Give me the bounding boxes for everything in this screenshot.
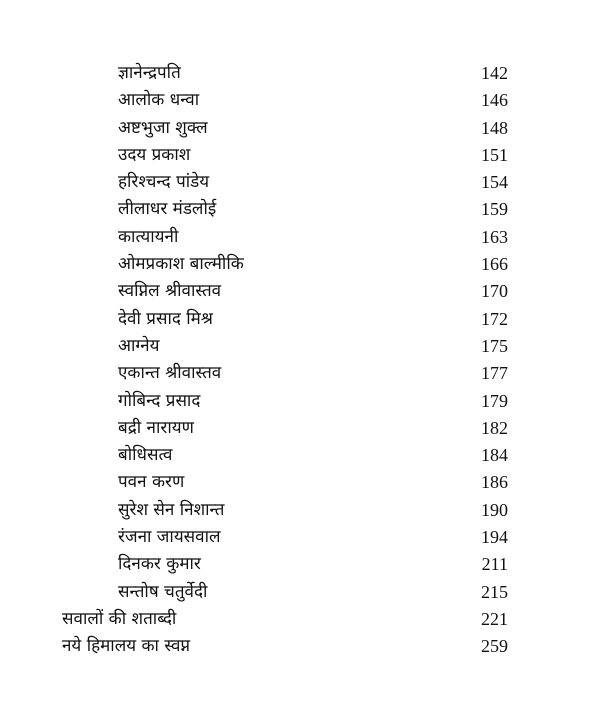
- toc-entry-title: उदय प्रकाश: [118, 144, 191, 165]
- toc-entry-title: लीलाधर मंडलोई: [118, 199, 217, 220]
- toc-entry-page-number: 186: [481, 472, 508, 493]
- toc-entry-page-number: 166: [481, 254, 508, 275]
- toc-entry: [0, 115, 600, 142]
- toc-entry-page-number: 182: [481, 417, 508, 438]
- toc-entry-page-number: 170: [481, 281, 508, 302]
- toc-entry: [0, 60, 600, 87]
- toc-entry-page-number: 215: [481, 581, 508, 602]
- toc-entry-title: आग्नेय: [118, 335, 160, 356]
- toc-entry-page-number: 142: [481, 63, 508, 83]
- toc-section-title: नये हिमालय का स्वप्न: [62, 636, 191, 657]
- toc-entry: [0, 196, 600, 223]
- toc-entry-title: हरिश्चन्द पांडेय: [118, 172, 210, 193]
- toc-entry: [0, 579, 600, 606]
- toc-entry: [0, 360, 600, 387]
- toc-entry-page-number: 159: [481, 199, 508, 220]
- toc-entry-page-number: 146: [481, 90, 508, 111]
- toc-entry-page-number: 190: [481, 499, 508, 520]
- toc-entry-title: सन्तोष चतुर्वेदी: [118, 581, 208, 602]
- toc-entry-title: बद्री नारायण: [118, 417, 194, 438]
- toc-section-entry: [0, 606, 600, 633]
- toc-entry-title: ज्ञानेन्द्रपति: [118, 63, 181, 83]
- toc-entry-title: स्वप्निल श्रीवास्तव: [118, 281, 222, 302]
- toc-entry: [0, 142, 600, 169]
- toc-entry: [0, 251, 600, 278]
- toc-entry: [0, 442, 600, 469]
- toc-entry-title: अष्टभुजा शुक्ल: [118, 117, 208, 138]
- toc-entry: [0, 524, 600, 551]
- toc-entry-title: दिनकर कुमार: [118, 554, 201, 575]
- toc-entry: [0, 333, 600, 360]
- toc-entry-title: सुरेश सेन निशान्त: [118, 499, 225, 520]
- toc-entry-page-number: 163: [481, 226, 508, 247]
- toc-entry-page-number: 179: [481, 390, 508, 411]
- toc-entry-title: आलोक धन्वा: [118, 90, 200, 111]
- toc-entry-page-number: 172: [481, 308, 508, 329]
- toc-entry: [0, 87, 600, 114]
- toc-entry-title: बोधिसत्व: [118, 445, 173, 466]
- toc-entry-page-number: 154: [481, 172, 508, 193]
- toc-entry: [0, 388, 600, 415]
- toc-entry: [0, 169, 600, 196]
- toc-entry: [0, 306, 600, 333]
- toc-entry-title: गोबिन्द प्रसाद: [118, 390, 201, 411]
- toc-entry-title: ओमप्रकाश बाल्मीकि: [118, 254, 244, 275]
- toc-section-entry: [0, 633, 600, 660]
- toc-entry-title: कात्यायनी: [118, 226, 179, 247]
- toc-entry-page-number: 194: [481, 527, 508, 548]
- toc-entry-page-number: 175: [481, 335, 508, 356]
- toc-entry: [0, 278, 600, 305]
- toc-section-title: सवालों की शताब्दी: [62, 608, 177, 629]
- toc-entry: [0, 551, 600, 578]
- toc-section-page-number: 221: [481, 608, 508, 629]
- toc-entry-title: देवी प्रसाद मिश्र: [118, 308, 213, 329]
- toc-entry: [0, 415, 600, 442]
- toc-entry-title: पवन करण: [118, 472, 185, 493]
- table-of-contents: [0, 60, 600, 661]
- toc-entry-page-number: 177: [481, 363, 508, 384]
- toc-entry: [0, 469, 600, 496]
- toc-entry-page-number: 184: [481, 445, 508, 466]
- toc-entry-title: एकान्त श्रीवास्तव: [118, 363, 222, 384]
- toc-entry-page-number: 211: [481, 554, 508, 575]
- toc-section-page-number: 259: [481, 636, 508, 657]
- toc-entry: [0, 224, 600, 251]
- toc-entry-title: रंजना जायसवाल: [118, 527, 221, 548]
- toc-entry: [0, 497, 600, 524]
- toc-entry-page-number: 148: [481, 117, 508, 138]
- toc-entry-page-number: 151: [481, 144, 508, 165]
